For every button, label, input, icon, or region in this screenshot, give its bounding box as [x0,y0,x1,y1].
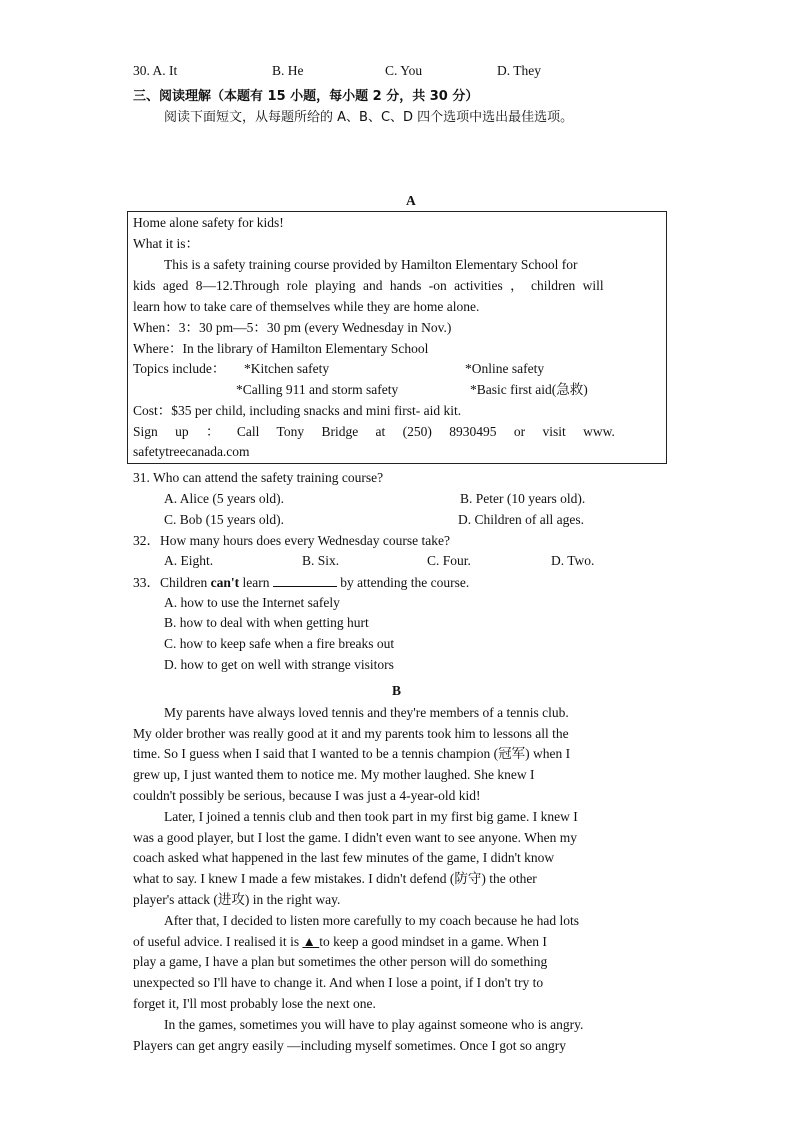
q31-option-a: A. Alice (5 years old). [164,491,284,506]
passage-b-letter: B [392,683,402,698]
passage-a-desc-line1: This is a safety training course provided by Hamilton Elementary School for [164,257,578,272]
q31-stem: 31. Who can attend the safety training course? [133,470,384,485]
q31-option-d: D. Children of all ages. [458,512,584,527]
passage-b-line: of useful advice. I realised it is ▲ to keep a good mindset in a game. When I [133,934,547,949]
passage-a-topic-first-aid: *Basic first aid(急救) [470,382,588,397]
passage-b-line: After that, I decided to listen more carefully to my coach because he had lots [164,913,579,928]
q33-stem-bold: can't [210,575,240,590]
q31-option-c: C. Bob (15 years old). [164,512,284,527]
passage-b-line: was a good player, but I lost the game. I didn't even want to see anyone. When my [133,830,578,845]
passage-b-line: forget it, I'll most probably lose the next one. [133,996,376,1011]
passage-b-line: play a game, I have a plan but sometimes the other person will do something [133,954,548,969]
passage-b-line: unexpected so I'll have to change it. And when I lose a point, if I don't try to [133,975,544,990]
q33-stem: 33．Children can't learn by attending the course. [133,575,470,590]
q30-option-b: B. He [272,63,304,78]
passage-a-title: Home alone safety for kids! [133,215,284,230]
q30-option-d: D. They [497,63,541,78]
section3-heading: 三、阅读理解（本题有 15 小题，每小题 2 分，共 30 分） [133,89,479,104]
passage-a-where: Where：In the library of Hamilton Elementary School [133,341,429,356]
passage-a-letter: A [406,193,416,208]
q33-option-b: B. how to deal with when getting hurt [164,615,369,630]
passage-a-topic-kitchen: *Kitchen safety [244,361,330,376]
q32-option-d: D. Two. [551,553,595,568]
passage-b-line: In the games, sometimes you will have to play against someone who is angry. [164,1017,584,1032]
passage-b-line: My older brother was really good at it and my parents took him to lessons all the [133,726,569,741]
passage-b-line: coach asked what happened in the last few minutes of the game, I didn't know [133,850,555,865]
passage-a-desc-line3: learn how to take care of themselves while they are home alone. [133,299,480,314]
passage-b-line: what to say. I knew I made a few mistakes. I didn't defend (防守) the other [133,871,537,886]
q32-option-a: A. Eight. [164,553,214,568]
q32-option-b: B. Six. [302,553,340,568]
q31-option-b: B. Peter (10 years old). [460,491,586,506]
triangle-blank: ▲ [302,934,320,949]
passage-a-when: When：3：30 pm—5：30 pm (every Wednesday in Nov.) [133,320,452,335]
q30-option-a: 30. A. It [133,63,178,78]
passage-b-line: Players can get angry easily —including myself sometimes. Once I got so angry [133,1038,567,1053]
passage-b-line: couldn't possibly be serious, because I was just a 4-year-old kid! [133,788,481,803]
passage-a-signup: Sign up ： Call Tony Bridge at (250) 8930495 or visit www. [133,424,615,439]
q32-stem: 32．How many hours does every Wednesday course take? [133,533,450,548]
passage-b-line: grew up, I just wanted them to notice me. My mother laughed. She knew I [133,767,535,782]
passage-a-desc-line2: kids aged 8—12.Through role playing and hands -on activities ， children will [133,278,604,293]
passage-b-line: Later, I joined a tennis club and then took part in my first big game. I knew I [164,809,578,824]
q30-option-c: C. You [385,63,423,78]
passage-a-what-label: What it is： [133,236,199,251]
passage-a-cost: Cost：$35 per child, including snacks and mini first- aid kit. [133,403,462,418]
passage-a-topic-911: *Calling 911 and storm safety [236,382,399,397]
passage-a-url: safetytreecanada.com [133,444,250,459]
passage-b-line: My parents have always loved tennis and they're members of a tennis club. [164,705,569,720]
q33-option-d: D. how to get on well with strange visitors [164,657,394,672]
passage-a-topic-online: *Online safety [465,361,545,376]
section3-instruction: 阅读下面短文，从每题所给的 A、B、C、D 四个选项中选出最佳选项。 [164,110,574,125]
passage-a-topics-label: Topics include： [133,361,226,376]
q32-option-c: C. Four. [427,553,471,568]
q33-blank [273,574,337,587]
passage-b-line: time. So I guess when I said that I wanted to be a tennis champion (冠军) when I [133,746,571,761]
q33-option-c: C. how to keep safe when a fire breaks out [164,636,395,651]
passage-b-line: player's attack (进攻) in the right way. [133,892,341,907]
q33-option-a: A. how to use the Internet safely [164,595,340,610]
